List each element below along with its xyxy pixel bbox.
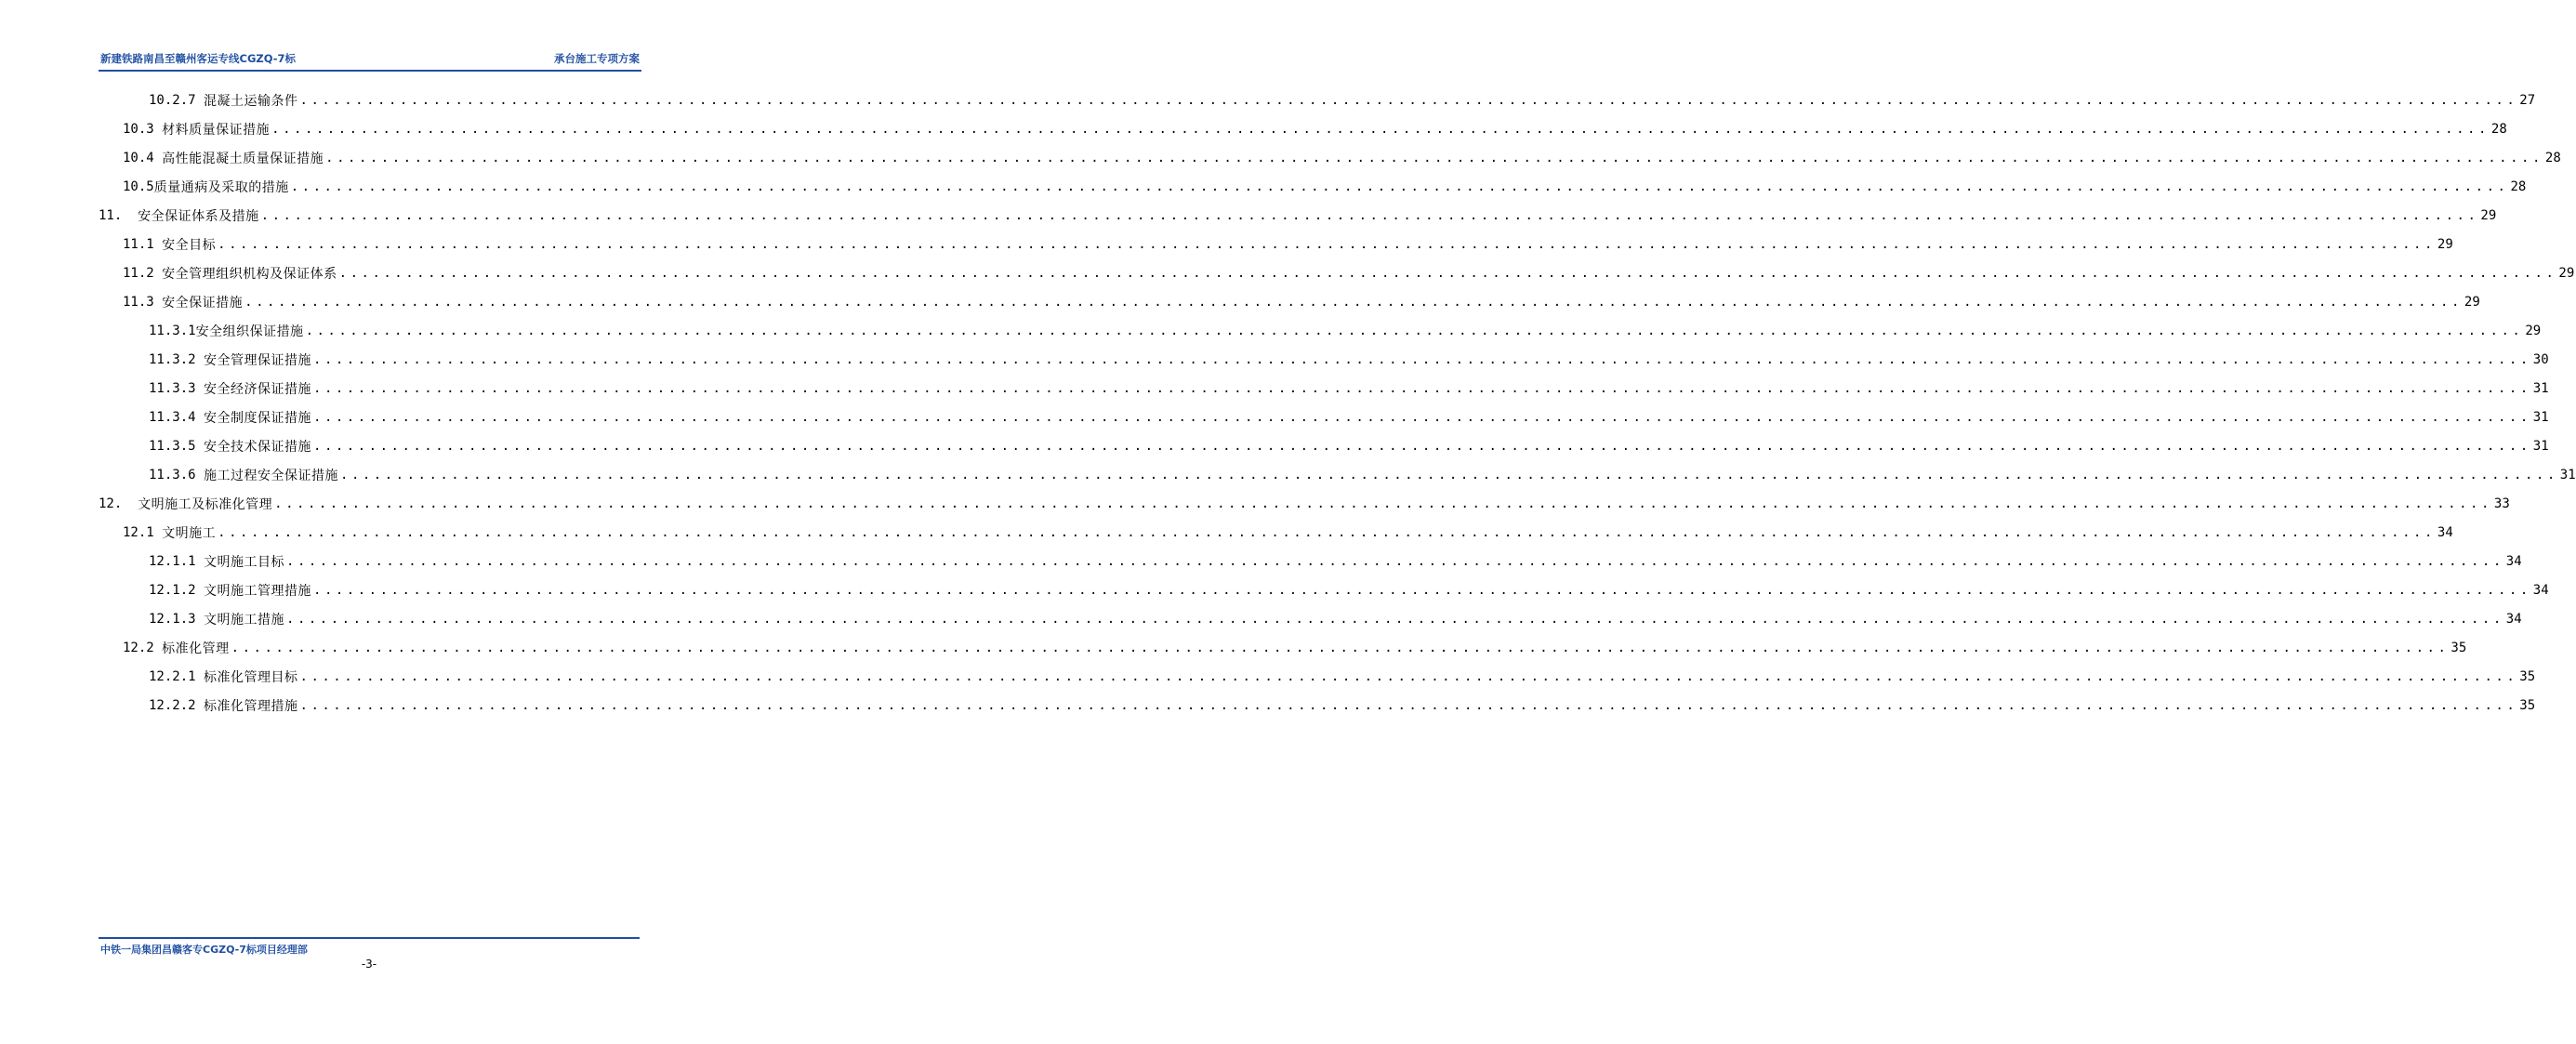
toc-leader-dots: ........................................................................................................................................................................................................ (231, 640, 2450, 655)
toc-entry-number: 12. (99, 496, 139, 511)
toc-leader-dots: ........................................................................................................................................................................................................ (260, 207, 2479, 223)
footer-organization: 中铁一局集团昌赣客专CGZQ-7标项目经理部 (100, 944, 308, 956)
toc-entry-title: 安全经济保证措施 (204, 381, 312, 397)
toc-leader-dots: ........................................................................................................................................................................................................ (218, 236, 2436, 252)
header-document-title: 承台施工专项方案 (554, 52, 640, 65)
page-number: -3- (361, 958, 377, 971)
toc-entry[interactable] (99, 460, 2576, 489)
toc-entry-number: 11.1 (123, 236, 163, 252)
toc-leader-dots: ........................................................................................................................................................................................................ (299, 697, 2518, 713)
toc-leader-dots: ........................................................................................................................................................................................................ (313, 582, 2531, 598)
toc-entry[interactable] (99, 691, 2536, 720)
toc-entry-number: 12.2.2 (149, 697, 205, 713)
toc-entry-page: 34 (2505, 553, 2522, 569)
toc-entry-page: 31 (2532, 409, 2549, 425)
table-of-contents (99, 86, 2576, 720)
toc-entry-title: 文明施工及标准化管理 (138, 496, 273, 512)
toc-entry-page: 29 (2558, 265, 2575, 281)
toc-entry[interactable] (99, 345, 2549, 374)
toc-entry-title: 安全保证措施 (162, 295, 244, 311)
toc-entry[interactable] (99, 633, 2467, 662)
toc-entry[interactable] (99, 431, 2549, 460)
toc-entry-title: 文明施工 (162, 525, 217, 541)
toc-entry-title: 文明施工措施 (204, 612, 285, 628)
toc-leader-dots: ........................................................................................................................................................................................................ (313, 380, 2531, 396)
toc-leader-dots: ........................................................................................................................................................................................................ (271, 121, 2490, 137)
toc-entry-page: 29 (2525, 323, 2542, 338)
toc-entry[interactable] (99, 374, 2549, 403)
page-footer (99, 937, 640, 954)
toc-entry-page: 28 (2510, 178, 2527, 194)
toc-entry[interactable] (99, 489, 2510, 518)
toc-leader-dots: ........................................................................................................................................................................................................ (313, 351, 2531, 367)
toc-entry[interactable] (99, 287, 2480, 316)
toc-entry-number: 11. (99, 207, 139, 223)
toc-entry-page: 28 (2490, 121, 2507, 137)
toc-entry-page: 31 (2559, 467, 2576, 482)
toc-entry-page: 34 (2437, 524, 2453, 540)
toc-entry-page: 35 (2451, 640, 2467, 655)
toc-leader-dots: ........................................................................................................................................................................................................ (299, 92, 2518, 108)
toc-entry-number: 10.4 (123, 150, 163, 165)
toc-entry-number: 12.1.1 (149, 553, 205, 569)
toc-entry-number: 11.3.5 (149, 438, 205, 454)
toc-leader-dots: ........................................................................................................................................................................................................ (325, 150, 2543, 165)
toc-entry-title: 安全管理组织机构及保证体系 (162, 266, 337, 282)
toc-entry[interactable] (99, 258, 2575, 287)
toc-leader-dots: ........................................................................................................................................................................................................ (313, 409, 2531, 425)
toc-leader-dots: ........................................................................................................................................................................................................ (313, 438, 2531, 454)
toc-entry-title: 安全保证体系及措施 (138, 208, 259, 224)
toc-entry-number: 12.1.3 (149, 611, 205, 627)
toc-entry-page: 29 (2480, 207, 2497, 223)
toc-entry[interactable] (99, 143, 2561, 172)
toc-entry[interactable] (99, 114, 2507, 143)
toc-entry[interactable] (99, 86, 2536, 114)
toc-leader-dots: ........................................................................................................................................................................................................ (274, 496, 2492, 511)
toc-entry-number: 12.2.1 (149, 668, 205, 684)
toc-entry-number: 11.3 (123, 294, 163, 310)
toc-entry-number: 12.1.2 (149, 582, 205, 598)
toc-entry-page: 29 (2464, 294, 2480, 310)
toc-entry-number: 11.3.4 (149, 409, 205, 425)
toc-entry-page: 31 (2532, 438, 2549, 454)
toc-entry-page: 28 (2544, 150, 2561, 165)
toc-leader-dots: ........................................................................................................................................................................................................ (286, 611, 2504, 627)
toc-entry-title: 混凝土运输条件 (204, 93, 298, 109)
toc-leader-dots: ........................................................................................................................................................................................................ (290, 178, 2509, 194)
toc-entry[interactable] (99, 230, 2453, 258)
toc-entry-title: 质量通病及采取的措施 (153, 179, 289, 195)
toc-leader-dots: ........................................................................................................................................................................................................ (244, 294, 2463, 310)
toc-entry-title: 安全管理保证措施 (204, 352, 312, 368)
toc-leader-dots: ........................................................................................................................................................................................................ (305, 323, 2524, 338)
toc-entry-page: 35 (2519, 668, 2536, 684)
toc-entry-number: 10.5 (123, 178, 154, 194)
toc-entry-number: 11.2 (123, 265, 163, 281)
toc-entry[interactable] (99, 316, 2542, 345)
toc-leader-dots: ........................................................................................................................................................................................................ (218, 524, 2436, 540)
toc-entry[interactable] (99, 201, 2497, 230)
toc-entry-title: 文明施工管理措施 (204, 583, 312, 599)
toc-entry-title: 文明施工目标 (204, 554, 285, 570)
toc-entry[interactable] (99, 575, 2549, 604)
toc-leader-dots: ........................................................................................................................................................................................................ (338, 265, 2557, 281)
toc-entry-title: 标准化管理措施 (204, 698, 298, 714)
toc-entry-page: 34 (2505, 611, 2522, 627)
page-header (99, 51, 641, 72)
toc-entry[interactable] (99, 604, 2522, 633)
header-rule (99, 70, 641, 72)
toc-entry-number: 11.3.2 (149, 351, 205, 367)
toc-entry-number: 10.3 (123, 121, 163, 137)
toc-entry-number: 10.2.7 (149, 92, 205, 108)
toc-entry-page: 29 (2437, 236, 2453, 252)
toc-entry-page: 27 (2519, 92, 2536, 108)
toc-entry[interactable] (99, 403, 2549, 431)
toc-entry-page: 33 (2493, 496, 2510, 511)
toc-entry[interactable] (99, 547, 2522, 575)
toc-entry[interactable] (99, 662, 2536, 691)
toc-entry-title: 标准化管理 (162, 641, 230, 656)
toc-entry-page: 30 (2532, 351, 2549, 367)
toc-entry-title: 高性能混凝土质量保证措施 (162, 151, 324, 166)
toc-entry-number: 12.2 (123, 640, 163, 655)
header-project-title: 新建铁路南昌至赣州客运专线CGZQ-7标 (100, 52, 296, 65)
toc-entry-title: 材料质量保证措施 (162, 122, 271, 138)
toc-entry-title: 施工过程安全保证措施 (204, 468, 339, 483)
toc-entry[interactable] (99, 172, 2527, 201)
toc-entry-page: 34 (2532, 582, 2549, 598)
toc-entry-title: 标准化管理目标 (204, 669, 298, 685)
toc-entry-number: 11.3.3 (149, 380, 205, 396)
toc-entry-title: 安全目标 (162, 237, 217, 253)
toc-entry-title: 安全组织保证措施 (195, 324, 304, 339)
toc-leader-dots: ........................................................................................................................................................................................................ (299, 668, 2518, 684)
toc-entry-number: 11.3.6 (149, 467, 205, 482)
toc-entry[interactable] (99, 518, 2453, 547)
toc-entry-title: 安全制度保证措施 (204, 410, 312, 426)
toc-entry-number: 11.3.1 (149, 323, 196, 338)
toc-entry-page: 31 (2532, 380, 2549, 396)
toc-leader-dots: ........................................................................................................................................................................................................ (286, 553, 2504, 569)
toc-entry-title: 安全技术保证措施 (204, 439, 312, 455)
toc-leader-dots: ........................................................................................................................................................................................................ (340, 467, 2558, 482)
toc-entry-number: 12.1 (123, 524, 163, 540)
toc-entry-page: 35 (2519, 697, 2536, 713)
